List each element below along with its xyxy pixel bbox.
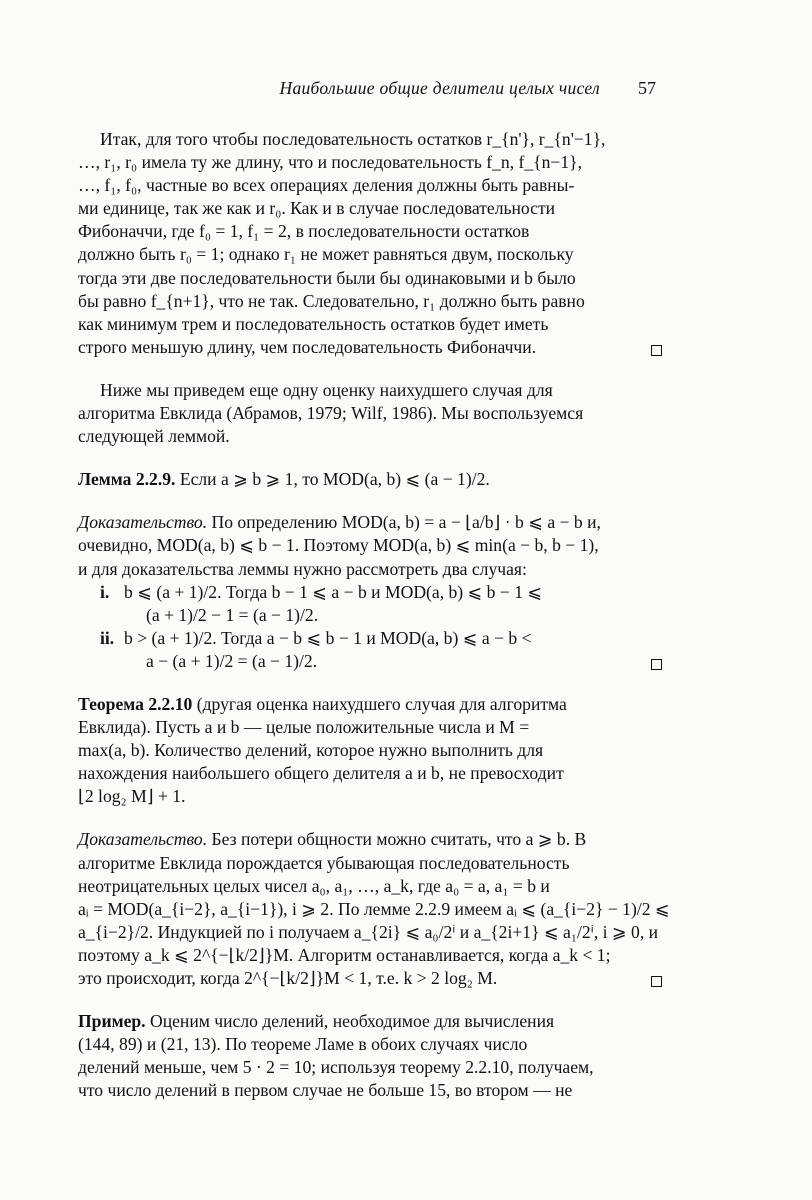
text-line: нахождения наибольшего общего делителя a и b, не превосходит	[78, 763, 564, 784]
text-line: как минимум трем и последовательность остатков будет иметь	[78, 313, 549, 334]
qed-square-icon	[651, 345, 662, 356]
text-line: следующей леммой.	[78, 426, 230, 447]
case-label: ii.	[100, 627, 115, 648]
qed-square-icon	[651, 659, 662, 670]
text-line: это происходит, когда 2^{−⌊k/2⌋}M < 1, т.е. k > 2 log₂ M.	[78, 968, 498, 988]
text-line: неотрицательных целых чисел a₀, a₁, …, a_k, где a₀ = a, a₁ = b и	[78, 875, 550, 896]
proof-case-ii	[78, 627, 666, 673]
proof-case-i	[78, 581, 666, 627]
text-line: Итак, для того чтобы последовательность остатков r_{n'}, r_{n'−1},	[100, 129, 606, 149]
text-line: Фибоначчи, где f₀ = 1, f₁ = 2, в последовательности остатков	[78, 221, 530, 242]
case-text: b ⩽ (a + 1)/2. Тогда b − 1 ⩽ a − b и MOD(a, b) ⩽ b − 1 ⩽	[124, 581, 543, 602]
proof-lemma	[78, 511, 666, 673]
text-line: aᵢ = MOD(a_{i−2}, a_{i−1}), i ⩾ 2. По лемме 2.2.9 имеем aᵢ ⩽ (a_{i−2} − 1)/2 ⩽	[78, 898, 670, 919]
text-line: очевидно, MOD(a, b) ⩽ b − 1. Поэтому MOD(a, b) ⩽ min(a − b, b − 1),	[78, 535, 599, 556]
text-line: (другая оценка наихудшего случая для алгоритма	[196, 693, 567, 714]
paragraph-fibonacci-argument	[78, 128, 666, 359]
text-line: ми единице, так же как и r₀. Как и в случае последовательности	[78, 198, 556, 219]
running-head	[78, 78, 666, 108]
text-line: тогда эти две последовательности были бы одинаковыми и b было	[78, 267, 576, 288]
example-label: Пример.	[78, 1011, 146, 1032]
text-line: (144, 89) и (21, 13). По теореме Ламе в обоих случаях число	[78, 1034, 528, 1055]
proof-label: Доказательство.	[78, 829, 208, 850]
paragraph-intro-lemma	[78, 379, 666, 448]
text-line: По определению MOD(a, b) = a − ⌊a/b⌋ · b ⩽ a − b и,	[211, 512, 601, 533]
text-line: …, r₁, r₀ имела ту же длину, что и последовательность f_n, f_{n−1},	[78, 152, 582, 173]
case-text: b > (a + 1)/2. Тогда a − b ⩽ b − 1 и MOD(a, b) ⩽ a − b <	[124, 627, 532, 648]
text-line: строго меньшую длину, чем последовательность Фибоначчи.	[78, 336, 537, 357]
text-line: max(a, b). Количество делений, которое нужно выполнить для	[78, 740, 544, 761]
case-label: i.	[100, 581, 110, 602]
text-line: поэтому a_k ⩽ 2^{−⌊k/2⌋}M. Алгоритм останавливается, когда a_k < 1;	[78, 944, 611, 965]
text-line: a_{i−2}/2. Индукцией по i получаем a_{2i} ⩽ a₀/2ⁱ и a_{2i+1} ⩽ a₁/2ⁱ, i ⩾ 0, и	[78, 921, 659, 942]
theorem-label: Теорема 2.2.10	[78, 693, 193, 714]
text-line: …, f₁, f₀, частные во всех операциях деления должны быть равны-	[78, 175, 575, 196]
running-title: Наибольшие общие делители целых чисел	[279, 78, 600, 98]
proof-theorem	[78, 828, 670, 990]
text-line: алгоритма Евклида (Абрамов, 1979; Wilf, 1986). Мы воспользуемся	[78, 403, 584, 424]
text-line: должно быть r₀ = 1; однако r₁ не может равняться двум, поскольку	[78, 244, 574, 265]
text-line: и для доказательства леммы нужно рассмотреть два случая:	[78, 558, 527, 579]
text-line: ⌊2 log₂ M⌋ + 1.	[78, 786, 186, 807]
lemma-label: Лемма 2.2.9.	[78, 469, 176, 490]
text-line: Ниже мы приведем еще одну оценку наихудшего случая для	[100, 379, 553, 400]
page-number: 57	[638, 78, 656, 98]
text-line: Оценим число делений, необходимое для вычисления	[150, 1011, 555, 1032]
text-line: что число делений в первом случае не больше 15, во втором — не	[78, 1080, 573, 1101]
case-text: (a + 1)/2 − 1 = (a − 1)/2.	[146, 604, 319, 625]
example	[78, 1010, 666, 1102]
text-line: делений меньше, чем 5 · 2 = 10; используя теорему 2.2.10, получаем,	[78, 1057, 594, 1078]
case-text: a − (a + 1)/2 = (a − 1)/2.	[146, 650, 318, 671]
lemma-2-2-9	[78, 468, 666, 491]
qed-square-icon	[651, 976, 662, 987]
theorem-2-2-10	[78, 693, 666, 808]
lemma-statement: Если a ⩾ b ⩾ 1, то MOD(a, b) ⩽ (a − 1)/2.	[179, 469, 490, 490]
proof-label: Доказательство.	[78, 512, 208, 533]
book-page	[78, 78, 670, 1122]
text-line: бы равно f_{n+1}, что не так. Следовательно, r₁ должно быть равно	[78, 290, 585, 311]
text-line: Евклида). Пусть a и b — целые положительные числа и M =	[78, 717, 530, 738]
text-line: Без потери общности можно считать, что a ⩾ b. В	[211, 829, 587, 850]
text-line: алгоритме Евклида порождается убывающая последовательность	[78, 852, 570, 873]
